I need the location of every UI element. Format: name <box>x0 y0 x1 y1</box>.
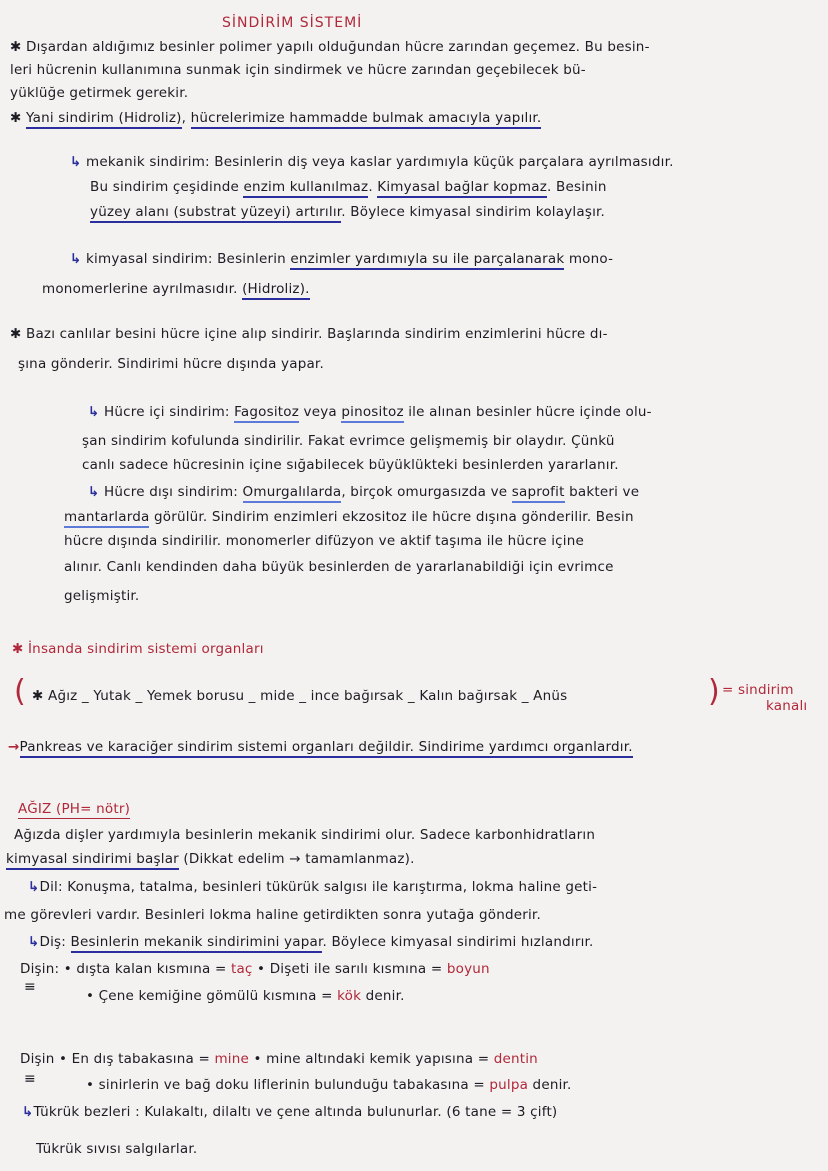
intro-bullet: ✱ <box>10 110 27 126</box>
agiz-line-1: Ağızda dişler yardımıyla besinlerin mekanik sindirimi olur. Sadece karbonhidratların <box>14 827 596 843</box>
hucre-disi-text: Hücre dışı sindirim: <box>104 484 243 500</box>
page-title: SİNDİRİM SİSTEMİ <box>222 15 363 31</box>
intro-line-2: leri hücrenin kullanımına sunmak için sindirmek ve hücre zarından geçebilecek bü- <box>10 62 586 78</box>
arrow-icon: ↳ <box>88 484 100 500</box>
triple-bar-icon: ≡ <box>24 979 35 995</box>
fagositoz: Fagositoz <box>234 404 299 423</box>
hucre-disi-line-1 <box>88 483 639 501</box>
mekanik-def: mekanik sindirim: Besinlerin diş veya kaslar yardımıyla küçük parçalara ayrılmasıdır. <box>86 154 674 170</box>
hucre-disi-line-4: alınır. Canlı kendinden daha büyük besinlerden de yararlanabildiği için evrimce <box>64 559 614 575</box>
kanal-label: kanalı <box>766 698 808 714</box>
mekanik-text: . <box>368 179 378 195</box>
organ-list: ✱ Ağız _ Yutak _ Yemek borusu _ mide _ ince bağırsak _ Kalın bağırsak _ Anüs <box>32 688 568 704</box>
saprofit: saprofit <box>512 484 565 503</box>
hucre-disi-text: , birçok omurgasızda ve <box>341 484 512 500</box>
canli-line-1: ✱ Bazı canlılar besini hücre içine alıp sindirir. Başlarında sindirim enzimlerini hücre dı- <box>10 326 608 342</box>
intro-comma: , <box>181 110 191 126</box>
dis-mekanik: Besinlerin mekanik sindirimini yapar <box>71 934 323 953</box>
dis-line <box>28 933 594 951</box>
arrow-right-icon: → <box>8 739 20 755</box>
hucre-ici-line-1 <box>88 403 652 421</box>
agiz-text: (Dikkat edelim → tamamlanmaz). <box>178 851 415 867</box>
hucre-ici-text: ile alınan besinler hücre içinde olu- <box>403 404 652 420</box>
hucre-disi-line-3: hücre dışında sindirilir. monomerler difüzyon ve aktif taşıma ile hücre içine <box>64 533 584 549</box>
dil-line-1 <box>28 878 597 896</box>
mekanik-enzim: enzim kullanılmaz <box>243 179 368 198</box>
disin2-line-2 <box>86 1076 572 1094</box>
kimyasal-hidroliz: (Hidroliz). <box>242 281 310 300</box>
dentin: dentin <box>493 1051 538 1067</box>
mekanik-line-2 <box>90 178 607 196</box>
organlar-note <box>8 738 633 756</box>
hucre-disi-line-5: gelişmiştir. <box>64 588 140 604</box>
intro-line-4 <box>10 109 541 127</box>
mine: mine <box>214 1051 250 1067</box>
agiz-heading <box>18 800 130 818</box>
organlar-heading: ✱ İnsanda sindirim sistemi organları <box>12 641 264 657</box>
agiz-line-2 <box>6 850 415 868</box>
hucre-disi-text: bakteri ve <box>564 484 640 500</box>
disin-label: Dişin: <box>20 961 60 977</box>
tukuruk-line-2: Tükrük sıvısı salgılarlar. <box>36 1141 198 1157</box>
arrow-icon: ↳ <box>22 1104 34 1120</box>
mekanik-text: . Besinin <box>547 179 607 195</box>
intro-line-1: ✱ Dışardan aldığımız besinler polimer yapılı olduğundan hücre zarından geçemez. Bu besin- <box>10 39 650 55</box>
mekanik-bag: Kimyasal bağlar kopmaz <box>377 179 547 198</box>
dil-line-2: me görevleri vardır. Besinleri lokma haline getirdikten sonra yutağa gönderir. <box>4 907 541 923</box>
arrow-icon: ↳ <box>70 251 82 267</box>
kimyasal-text: monomerlerine ayrılmasıdır. <box>42 281 243 297</box>
hucre-ici-text: veya <box>299 404 342 420</box>
hucre-ici-line-3: canlı sadece hücresinin içine sığabilecek büyüklükteki besinlerden yararlanır. <box>82 457 619 473</box>
disin-text: • dışta kalan kısmına = <box>63 961 231 977</box>
hucre-disi-line-2 <box>64 508 634 526</box>
arrow-icon: ↳ <box>70 154 82 170</box>
intro-line-3: yüklüğe getirmek gerekir. <box>10 85 189 101</box>
mekanik-line-1 <box>70 153 674 171</box>
arrow-icon: ↳ <box>88 404 100 420</box>
disin2-text: • En dış tabakasına = <box>59 1051 215 1067</box>
disin2-text: denir. <box>528 1077 572 1093</box>
disin-line-1 <box>20 960 490 978</box>
hucre-ici-text: Hücre içi sindirim: <box>104 404 235 420</box>
hucre-disi-text: görülür. Sindirim enzimleri ekzositoz ile hücre dışına gönderilir. Besin <box>149 509 634 525</box>
agiz-heading-text: AĞIZ (PH= nötr) <box>18 801 131 817</box>
intro-hidroliz: Yani sindirim (Hidroliz) <box>26 110 182 129</box>
dis-text: . Böylece kimyasal sindirimi hızlandırır. <box>322 934 594 950</box>
mekanik-yuzey: yüzey alanı (substrat yüzeyi) artırılır <box>90 204 341 223</box>
kimyasal-enzim: enzimler yardımıyla su ile parçalanarak <box>290 251 564 270</box>
arrow-icon: ↳ <box>28 879 40 895</box>
triple-bar-icon: ≡ <box>24 1071 35 1087</box>
dil-text: Dil: Konuşma, tatalma, besinleri tükürük salgısı ile karıştırma, lokma haline geti- <box>39 879 598 895</box>
mekanik-text: . Böylece kimyasal sindirim kolaylaşır. <box>341 204 606 220</box>
disin2-label: Dişin <box>20 1051 55 1067</box>
mekanik-text: Bu sindirim çeşidinde <box>90 179 244 195</box>
disin-text: • Dişeti ile sarılı kısmına = <box>252 961 447 977</box>
disin2-text: • mine altındaki kemik yapısına = <box>249 1051 494 1067</box>
mekanik-line-3 <box>90 203 605 221</box>
disin2-text: • sinirlerin ve bağ doku liflerinin bulunduğu tabakasına = <box>86 1077 490 1093</box>
arrow-icon: ↳ <box>28 934 40 950</box>
hucre-ici-line-2: şan sindirim kofulunda sindirilir. Fakat evrimce gelişmemiş bir olaydır. Çünkü <box>82 433 615 449</box>
sindirim-label: = sindirim <box>722 682 794 698</box>
intro-purpose: hücrelerimize hammadde bulmak amacıyla yapılır. <box>191 110 542 129</box>
kok: kök <box>337 988 362 1004</box>
agiz-kimyasal: kimyasal sindirimi başlar <box>6 851 179 870</box>
kimyasal-line-1 <box>70 250 613 268</box>
omurgalilarda: Omurgalılarda <box>243 484 342 503</box>
tukuruk-text: Tükrük bezleri : Kulakaltı, dilaltı ve çene altında bulunurlar. (6 tane = 3 çift) <box>33 1104 558 1120</box>
mantarlarda: mantarlarda <box>64 509 149 528</box>
tac: taç <box>230 961 253 977</box>
tukuruk-line-1 <box>22 1103 557 1121</box>
kimyasal-text: mono- <box>564 251 614 267</box>
disin2-line-1 <box>20 1050 538 1068</box>
pankreas-note: Pankreas ve karaciğer sindirim sistemi organları değildir. Sindirime yardımcı organlardır. <box>20 739 633 758</box>
canli-line-2: şına gönderir. Sindirimi hücre dışında yapar. <box>18 356 324 372</box>
kimyasal-text: kimyasal sindirim: Besinlerin <box>86 251 291 267</box>
disin-line-2 <box>86 987 405 1005</box>
disin-text: denir. <box>361 988 405 1004</box>
pinositoz: pinositoz <box>341 404 403 423</box>
open-paren: ( <box>14 674 26 709</box>
dis-text: Diş: <box>39 934 71 950</box>
disin-text: • Çene kemiğine gömülü kısmına = <box>86 988 338 1004</box>
pulpa: pulpa <box>489 1077 529 1093</box>
kimyasal-line-2 <box>42 280 310 298</box>
close-paren: ) <box>708 674 720 709</box>
boyun: boyun <box>446 961 490 977</box>
